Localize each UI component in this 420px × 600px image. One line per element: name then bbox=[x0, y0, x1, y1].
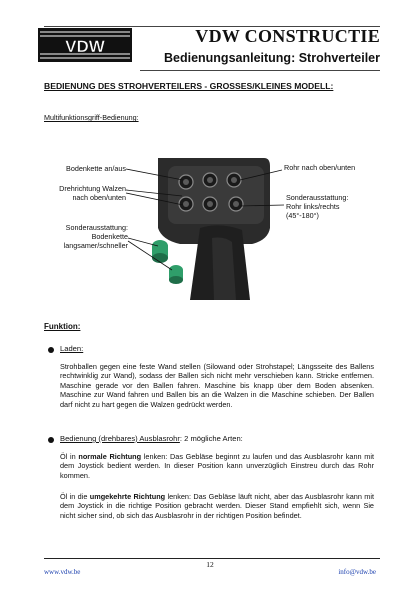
website-link[interactable]: www.vdw.be bbox=[44, 568, 81, 576]
callout-bodenkette: Bodenkette an/aus bbox=[66, 164, 126, 173]
bullet-laden-label: Laden: bbox=[60, 344, 84, 353]
logo-text: VDW bbox=[65, 37, 105, 56]
email-link[interactable]: info@vdw.be bbox=[338, 568, 376, 576]
paragraph-normale-richtung: Öl in normale Richtung lenken: Das Gebläse beginnt zu laufen und das Ausblasrohr kann mit dem Joystick bedient werden. In dieser Position kann unverzüglich Einstreu durch das Rohr kommen. bbox=[60, 452, 374, 480]
subheading: Multifunktionsgriff-Bedienung: bbox=[44, 113, 139, 122]
header-rule-bottom bbox=[140, 70, 380, 71]
callout-sonderausstattung-bodenkette: Sonderausstattung: Bodenkette langsamer/schneller bbox=[63, 223, 128, 250]
callout-sonderausstattung-rohr: Sonderausstattung: Rohr links/rechts (45°-180°) bbox=[286, 193, 349, 220]
paragraph-laden: Strohballen gegen eine feste Wand stellen (Silowand oder Strohstapel; Längsseite des Ballens rechtwinklig zur Wand), sodass der Ballen sich nicht mehr verschieben kann. Stricke entfernen. Maschine gerade vor den Ballen fahren. Maschine bis knapp über dem Boden absenken. Maschine zur Wand fahren und Ballen bis an die Walzen in die Maschine schieben. Der Ballen darf nicht zu hart gegen die Walzen gedrückt werden. bbox=[60, 362, 374, 409]
callout-rohr-oben-unten: Rohr nach oben/unten bbox=[284, 163, 356, 172]
joystick-photo bbox=[140, 158, 270, 300]
vdw-logo bbox=[38, 28, 132, 62]
bullet-ausblasrohr-label: Bedienung (drehbares) Ausblasrohr: 2 mögliche Arten: bbox=[60, 434, 243, 443]
page-number: 12 bbox=[206, 560, 214, 569]
footer-rule bbox=[44, 558, 380, 559]
bullet-dot bbox=[48, 347, 54, 353]
brand-name: VDW CONSTRUCTIE bbox=[195, 26, 380, 46]
funktion-heading: Funktion: bbox=[44, 322, 81, 331]
section-heading: BEDIENUNG DES STROHVERTEILERS - GROSSES/KLEINES MODELL: bbox=[44, 81, 334, 91]
document-title: Bedienungsanleitung: Strohverteiler bbox=[163, 51, 380, 65]
paragraph-umgekehrte-richtung: Öl in die umgekehrte Richtung lenken: Das Gebläse läuft nicht, aber das Ausblasrohr kann mit dem Joystick in die richtige Position gebracht werden. Dieser Stand empfiehlt sich, wenn Sie nicht sicher sind, ob sich das Ausblasrohr in der richtigen Position befindet. bbox=[60, 492, 374, 520]
callout-drehrichtung-walzen: Drehrichtung Walzen nach oben/unten bbox=[59, 184, 126, 202]
bullet-dot bbox=[48, 437, 54, 443]
